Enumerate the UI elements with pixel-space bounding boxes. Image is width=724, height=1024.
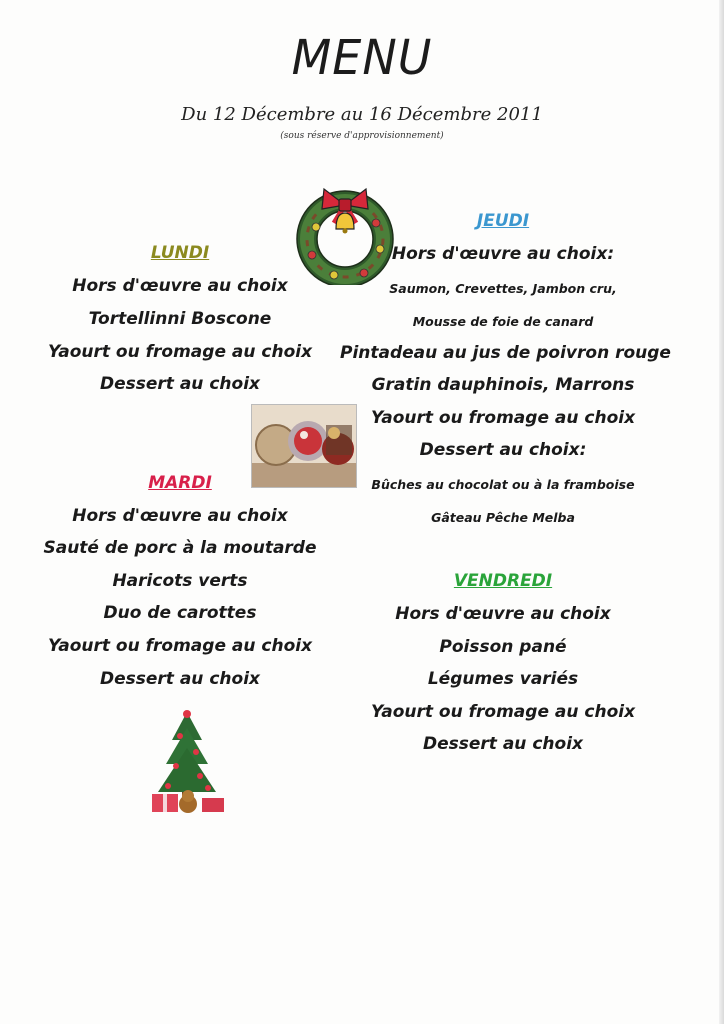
day-mardi [40,472,320,692]
menu-item: Hors d'œuvre au choix [395,604,611,624]
menu-item: Tortellinni Boscone [88,309,272,329]
menu-item: Saumon, Crevettes, Jambon cru, [389,281,617,296]
day-vendredi [340,570,666,760]
menu-item: Gratin dauphinois, Marrons [371,375,635,395]
christmas-wreath-icon [294,183,396,285]
menu-item: Sauté de porc à la moutarde [43,538,317,558]
menu-item: Hors d'œuvre au choix: [391,244,615,264]
menu-item: Dessert au choix [423,734,583,754]
supply-note: (sous réserve d'approvisionnement) [280,131,444,141]
menu-item: Haricots verts [112,571,248,591]
christmas-ornaments-photo [251,404,357,488]
day-title-mardi: MARDI [148,473,212,493]
date-range: Du 12 Décembre au 16 Décembre 2011 [181,104,543,125]
menu-item: Légumes variés [427,669,579,689]
menu-item: Dessert au choix [100,374,260,394]
day-title-jeudi: JEUDI [476,211,530,231]
menu-item: Dessert au choix [100,669,260,689]
day-title-lundi: LUNDI [150,243,210,263]
menu-item: Gâteau Pêche Melba [431,510,575,525]
menu-item: Duo de carottes [103,603,257,623]
menu-item: Hors d'œuvre au choix [72,276,288,296]
menu-item: Bûches au chocolat ou à la framboise [371,477,635,492]
page-edge [719,0,724,1024]
menu-item: Yaourt ou fromage au choix [370,408,636,428]
menu-item: Dessert au choix: [419,440,587,460]
day-lundi [40,242,320,392]
menu-item: Yaourt ou fromage au choix [47,342,313,362]
menu-item: Poisson pané [439,637,567,657]
menu-item: Mousse de foie de canard [412,314,594,329]
menu-item: Yaourt ou fromage au choix [47,636,313,656]
menu-item: Pintadeau au jus de poivron rouge [340,343,671,363]
menu-item: Hors d'œuvre au choix [72,506,288,526]
menu-item: Yaourt ou fromage au choix [370,702,636,722]
day-title-vendredi: VENDREDI [453,571,553,591]
christmas-tree-icon [142,706,232,826]
menu-title: MENU [291,28,433,86]
